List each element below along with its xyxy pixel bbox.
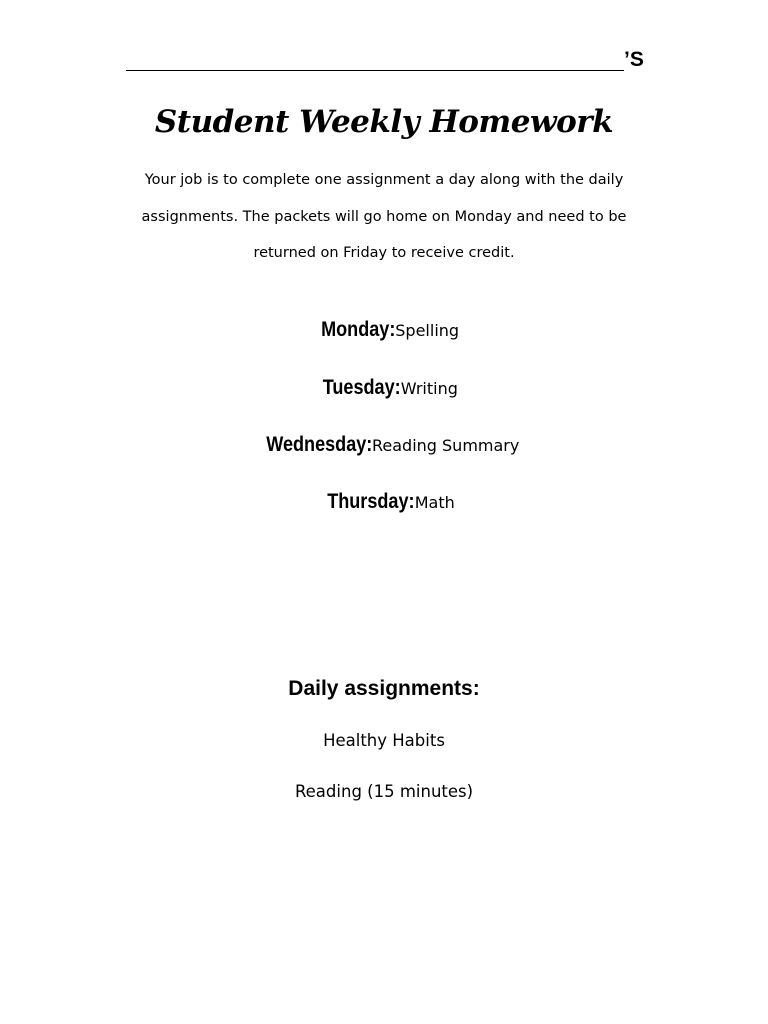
daily-item-reading: Reading (15 minutes) [294,782,474,801]
day-label: Wednesday: [265,433,372,456]
day-task: Reading Summary [371,436,520,455]
daily-assignments-heading: Daily assignments: [288,677,480,700]
day-task: Math [414,493,455,512]
schedule-row-monday [0,318,768,342]
name-line [126,70,624,71]
page-title: Student Weekly Homework [154,104,614,140]
day-label: Monday: [321,318,396,341]
schedule-row-tuesday [0,376,768,400]
day-label: Tuesday: [322,376,401,399]
intro-paragraph: Your job is to complete one assignment a day along with the daily assignments. The packets will go home on Monday and need to be returned on Friday to receive credit. [141,172,627,261]
day-task: Spelling [395,321,460,340]
name-suffix: ’S [624,48,644,71]
daily-item-healthy-habits: Healthy Habits [323,731,445,750]
day-task: Writing [400,379,458,398]
schedule-row-thursday [0,490,768,514]
day-label: Thursday: [327,490,415,513]
schedule-row-wednesday [0,433,768,457]
